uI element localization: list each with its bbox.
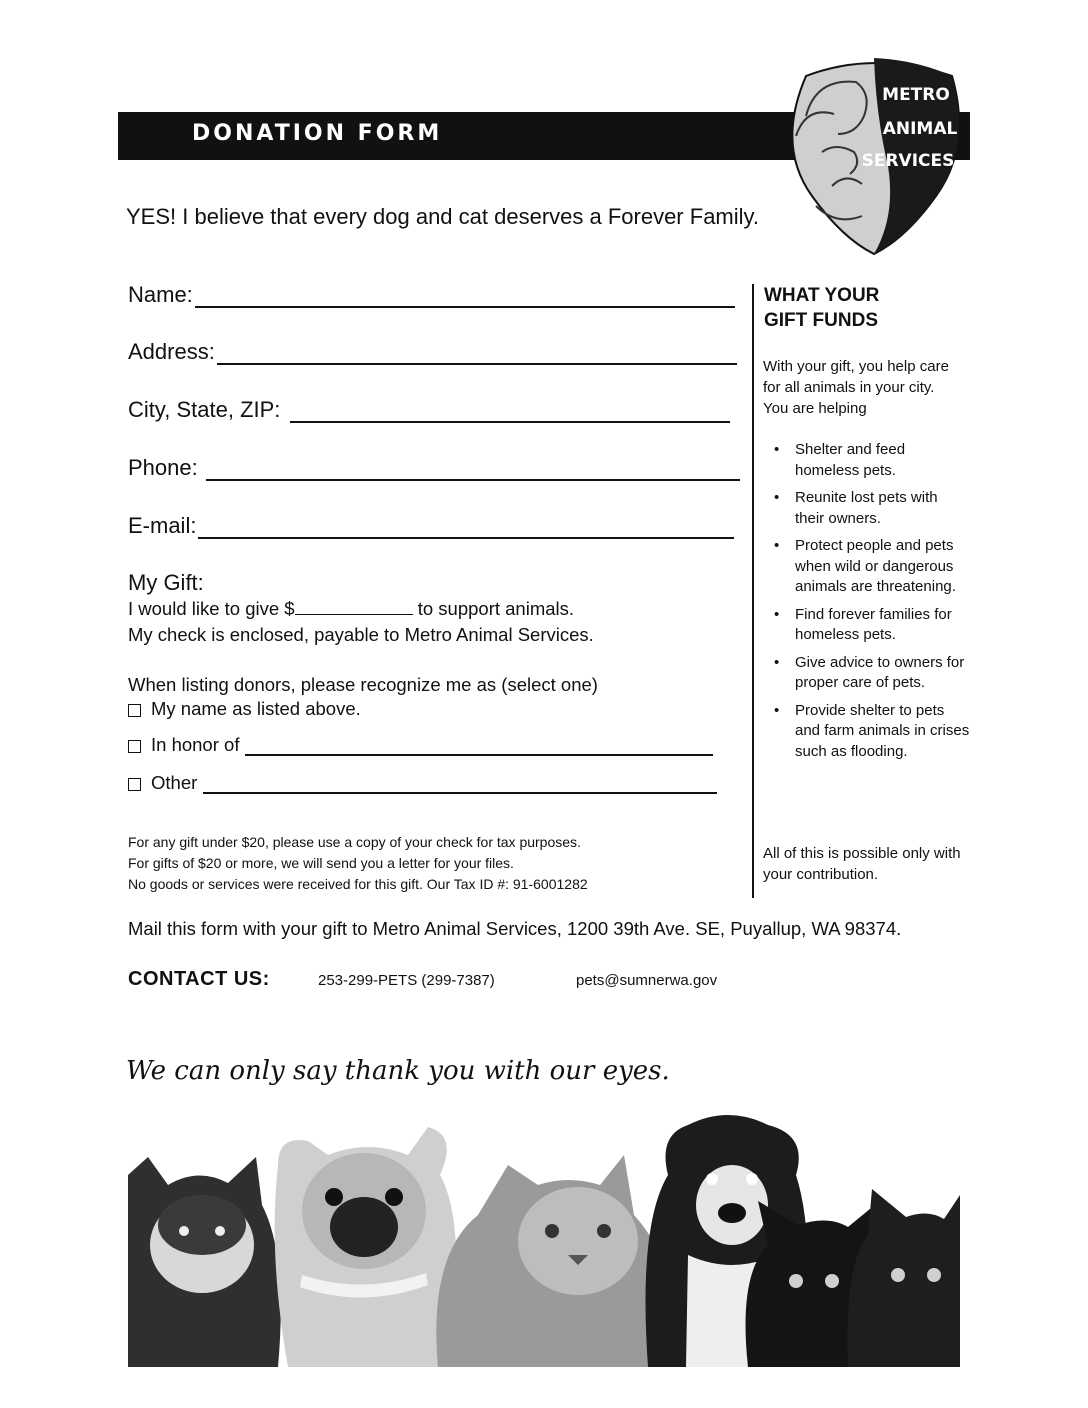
list-item: • Find forever families for homeless pets. [770, 605, 970, 646]
checkbox[interactable] [128, 740, 141, 753]
email-label: E-mail: [128, 513, 197, 538]
sidebar-heading [764, 283, 954, 333]
mail-instructions: Mail this form with your gift to Metro Animal Services, 1200 39th Ave. SE, Puyallup, WA 98374. [128, 918, 902, 939]
thank-you-line: We can only say thank you with our eyes. [126, 1056, 670, 1086]
tax-note: For gifts of $20 or more, we will send you a letter for your files. [128, 855, 514, 871]
tax-note: No goods or services were received for this gift. Our Tax ID #: 91-6001282 [128, 876, 588, 892]
recognition-option-other[interactable] [128, 772, 717, 794]
phone-input-line[interactable] [206, 457, 740, 481]
sidebar-heading-line: GIFT FUNDS [764, 310, 878, 331]
sidebar-intro: With your gift, you help care for all animals in your city. You are helping [763, 358, 949, 417]
list-item: • Protect people and pets when wild or dangerous animals are threatening. [770, 536, 970, 598]
email-input-line[interactable] [198, 515, 734, 539]
phone-field[interactable] [128, 455, 740, 481]
gift-amount-line [128, 598, 574, 620]
gift-heading: My Gift: [128, 570, 204, 595]
honor-input-line[interactable] [245, 736, 713, 756]
recognition-option-name[interactable] [128, 698, 361, 720]
city-state-zip-input-line[interactable] [290, 399, 730, 423]
contact-email: pets@sumnerwa.gov [576, 972, 718, 989]
name-label: Name: [128, 282, 193, 307]
contact-phone: 253-299-PETS (299-7387) [318, 972, 495, 989]
address-input-line[interactable] [217, 341, 737, 365]
list-item: • Reunite lost pets with their owners. [770, 488, 970, 529]
gift-funds-list [770, 440, 970, 769]
list-item: • Shelter and feed homeless pets. [770, 440, 970, 481]
phone-label: Phone: [128, 455, 198, 480]
city-state-zip-field[interactable] [128, 397, 730, 423]
logo-line-2: ANIMAL [882, 119, 958, 139]
metro-animal-services-logo [776, 56, 972, 256]
pets-photo [128, 1105, 960, 1367]
logo-line-1: METRO [882, 85, 950, 105]
check-payable-note: My check is enclosed, payable to Metro Animal Services. [128, 624, 594, 645]
gift-amount-prefix: I would like to give $ [128, 598, 295, 619]
option-label: My name as listed above. [151, 698, 361, 719]
black-kittens-image [746, 1189, 961, 1367]
option-label: In honor of [151, 734, 240, 755]
tagline: YES! I believe that every dog and cat deserves a Forever Family. [126, 204, 760, 229]
city-state-zip-label: City, State, ZIP: [128, 397, 281, 422]
logo-line-3: SERVICES [861, 151, 955, 171]
option-label: Other [151, 772, 198, 793]
address-label: Address: [128, 339, 215, 364]
list-item: • Give advice to owners for proper care of pets. [770, 653, 970, 694]
gift-amount-suffix: to support animals. [412, 598, 575, 619]
recognition-option-honor[interactable] [128, 734, 713, 756]
pug-image [275, 1127, 457, 1367]
checkbox[interactable] [128, 704, 141, 717]
sidebar-heading-line: WHAT YOUR [764, 285, 880, 306]
orange-cat-image [436, 1155, 673, 1367]
page-title: DONATION FORM [192, 121, 443, 146]
email-field[interactable] [128, 513, 734, 539]
other-input-line[interactable] [203, 774, 717, 794]
list-item: • Provide shelter to pets and farm animals in crises such as flooding. [770, 701, 970, 763]
sidebar-closing: All of this is possible only with your contribution. [763, 845, 961, 883]
name-field[interactable] [128, 282, 735, 308]
name-input-line[interactable] [195, 284, 735, 308]
contact-label: CONTACT US: [128, 968, 270, 990]
cat-1-image [128, 1157, 281, 1367]
checkbox[interactable] [128, 778, 141, 791]
recognition-intro: When listing donors, please recognize me as (select one) [128, 674, 598, 695]
address-field[interactable] [128, 339, 737, 365]
gift-amount-input[interactable] [295, 598, 413, 615]
tax-note: For any gift under $20, please use a copy of your check for tax purposes. [128, 834, 581, 850]
sidebar-divider [752, 284, 754, 898]
